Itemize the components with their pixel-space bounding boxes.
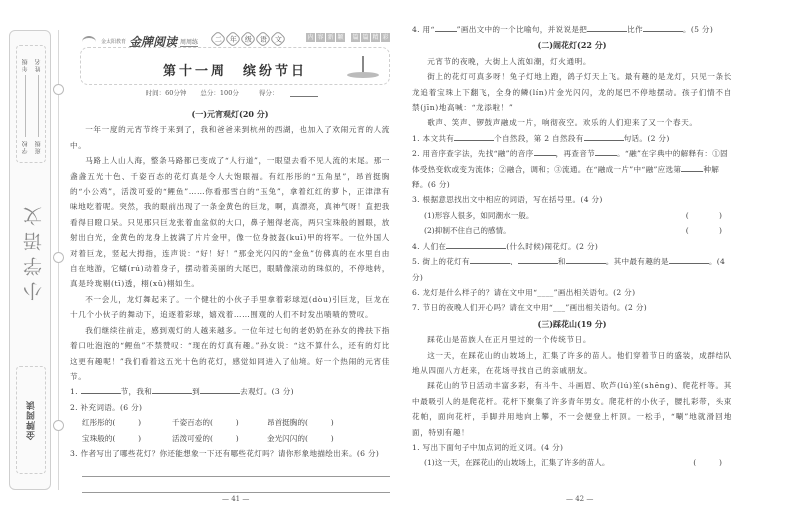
time-label: 时间：60分钟 bbox=[145, 89, 187, 97]
question-1: 1. 节，我和 到 去观灯。(3 分) bbox=[70, 387, 294, 397]
s3-q1-item: (1)这一天，在踩花山的山坡场上，汇集了许多的苗人。 ( ) bbox=[412, 455, 732, 470]
binding-strip bbox=[9, 30, 51, 490]
answer-blank[interactable] bbox=[200, 385, 240, 394]
publisher-logo-icon bbox=[80, 36, 98, 48]
slogan bbox=[306, 33, 390, 42]
right-page bbox=[412, 22, 732, 471]
passage-paragraph: 歌声、笑声、锣鼓声融成一片，响彻夜空。欢乐的人们迎来了又一个春天。 bbox=[427, 118, 698, 128]
passage-paragraph: 街上的花灯可真多呀！兔子灯地上跑，鸽子灯天上飞。最有趣的是龙灯，只见一条长龙追着宝珠上下翻飞，全身的鳞(lín)片金光闪闪，龙的尾巴不停地摆动。孩子们情不自禁(jīn)地高喊：“龙添啦！” bbox=[412, 72, 732, 113]
binding-hole-icon bbox=[53, 252, 64, 263]
info-column-1 bbox=[19, 58, 31, 154]
answer-line[interactable] bbox=[82, 477, 390, 493]
brand-tag: 周周练 bbox=[180, 38, 199, 46]
passage-paragraph: 踩花山是苗族人在正月里过的一个传统节日。 bbox=[427, 335, 592, 345]
word-fill-item[interactable]: 活泼可爱的( ) bbox=[172, 433, 239, 443]
answer-blank[interactable] bbox=[595, 147, 617, 156]
s2-question-2: 2. 用音序查字法，先找“融”的音序 ，再查音节 。“融”在字典中的解释有：①固体受热变软或变为流体；②融合，调和；③流通。在“融成一片”中“融”应选第 种解释。(6 分) bbox=[412, 149, 728, 190]
word-fill-item[interactable]: 千姿百态的( ) bbox=[172, 418, 239, 428]
school-label: 学校 bbox=[21, 140, 29, 154]
answer-blank[interactable] bbox=[643, 23, 683, 32]
s2-question-1: 1. 本文共有 个自然段，第 2 自然段有 句话。(2 分) bbox=[412, 133, 670, 143]
left-page bbox=[70, 106, 390, 493]
publisher-name: 金太阳教育 bbox=[101, 39, 127, 45]
grade-badge: 语 bbox=[255, 31, 272, 48]
s2-question-4: 4. 人们在 (什么时候)闹花灯。(2 分) bbox=[412, 241, 599, 251]
passage-paragraph: 马路上人山人海，整条马路都已变成了“人行道”，一眼望去看不见人流的末尾。那一盏盏五光十色、千姿百态的花灯真是令人大饱眼福。有红彤彤的“五角星”，昂首挺胸的“小公鸡”，活泼可爱的“鲤鱼”……你看那雪白的“玉兔”，拿着红红的萝卜，正津津有味地吃着呢。突然，我的眼前出现了一条金黄色的巨龙，啊，真漂亮，真神气呀！直把我看得目瞪口呆。只见那只巨龙张着血盆似的大口，鼻子翘得老高，两只宝珠般的圆眼，放射出白光，金黄色的龙身上披满了片片金甲，像一位身披盔(kuī)甲的将军。一位外国人对着巨龙，竖起大拇指，连声说：“好！好！”那金光闪闪的“金鱼”仿佛真的在水里自由自在地游，它蠕(rú)动着身子，摆动着美丽的大尾巴，眼睛像滚动的珠似的，不停地转，真是玲珑剔(tī)透，栩(xǔ)栩如生。 bbox=[70, 156, 391, 289]
grade-badge: 二 bbox=[210, 31, 227, 48]
answer-blank[interactable] bbox=[81, 385, 121, 394]
s2-q3-item: (2)抑制不住自己的感情。 ( ) bbox=[412, 223, 732, 238]
passage-paragraph: 元宵节的夜晚，大街上人流如潮，灯火通明。 bbox=[427, 56, 592, 66]
page-number: — 42 — bbox=[566, 495, 594, 503]
title-box bbox=[80, 47, 390, 85]
answer-bracket[interactable]: ( ) bbox=[685, 226, 722, 236]
answer-blank[interactable] bbox=[534, 147, 556, 156]
s2-question-7: 7. 节日的夜晚人们开心吗？请在文中用“___”画出相关语句。(2 分) bbox=[412, 303, 648, 313]
s2-question-3: 3. 根据意思找出文中相应的词语，写在括号里。(4 分) bbox=[412, 195, 603, 205]
class-label: 班级 bbox=[34, 140, 42, 154]
grade-badge: 级 bbox=[240, 31, 257, 48]
grade-label: 年级 bbox=[21, 58, 29, 72]
score-field[interactable] bbox=[290, 96, 318, 97]
passage-paragraph: 踩花山的节日活动丰富多彩，有斗牛、斗画眉、吹芦(lú)笙(shēng)、爬花杆等。其中最吸引人的是爬花杆。花杆下聚集了许多青年男女。爬花杆的小伙子，腰扎彩带，头束花帕，面向花杆，手脚并用地向上攀，不一会便登上杆顶。一松手，“唰”地就滑回地面，特别有趣！ bbox=[412, 381, 732, 437]
grade-subject-badges bbox=[212, 33, 284, 45]
total-score-label: 总分：100分 bbox=[200, 89, 239, 97]
answer-blank[interactable] bbox=[446, 240, 506, 249]
s2-q3-item: (1)形容人很多，如同潮水一般。 ( ) bbox=[412, 208, 732, 223]
binding-brand: 金牌阅读 bbox=[26, 400, 37, 440]
passage-paragraph: 一年一度的元宵节终于来到了，我和爸爸来到杭州的西湖，也加入了欢闹元宵的人流中。 bbox=[70, 125, 390, 150]
grade-badge: 年 bbox=[225, 31, 242, 48]
word-fill-item[interactable]: 金光闪闪的( ) bbox=[267, 433, 334, 443]
word-fill-item[interactable]: 红彤彤的( ) bbox=[82, 418, 142, 428]
answer-blank[interactable] bbox=[152, 385, 192, 394]
brand-name: 金牌阅读 bbox=[129, 35, 178, 49]
underline-sample bbox=[435, 23, 457, 32]
slogan-group-1: 内 容 新 颖 bbox=[307, 34, 344, 41]
passage-paragraph: 我们继续往前走，感到观灯的人越来越多。一位年过七旬的老奶奶在孙女的搀扶下指着口吐泡泡的“鲤鱼”不禁赞叹：“现在的灯真有趣。”孙女说：“这不算什么，还有的灯比这更有趣呢！”我们看着这五光十色的花灯，感觉如同进入了仙境。好一个热闹的元宵佳节。 bbox=[70, 325, 390, 381]
answer-blank[interactable] bbox=[587, 23, 627, 32]
section-title: (二)闹花灯(22 分) bbox=[537, 40, 607, 51]
answer-blank[interactable] bbox=[454, 132, 494, 141]
s2-question-5: 5. 街上的花灯有 、 和 。其中最有趣的是 。(4 分) bbox=[412, 257, 726, 282]
word-fill-item[interactable]: 宝珠般的( ) bbox=[82, 433, 142, 443]
worksheet-header bbox=[80, 33, 390, 85]
answer-blank[interactable] bbox=[584, 132, 624, 141]
word-fill-item[interactable]: 昂首挺胸的( ) bbox=[267, 418, 334, 428]
answer-blank[interactable] bbox=[669, 255, 709, 264]
page-title: 第十一周 缤纷节日 bbox=[162, 64, 307, 79]
question-2: 2. 补充词语。(6 分) bbox=[70, 402, 143, 412]
answer-bracket[interactable]: ( ) bbox=[693, 458, 722, 468]
binding-logo bbox=[16, 366, 46, 474]
grade-badge: 文 bbox=[270, 31, 287, 48]
answer-blank[interactable] bbox=[566, 255, 606, 264]
page-number: — 41 — bbox=[222, 495, 250, 503]
question-3: 3. 作者写出了哪些花灯？你还能想象一下还有哪些花灯吗？请你形象地描绘出来。(6 分) bbox=[70, 448, 380, 458]
passage-paragraph: 不一会儿，龙灯舞起来了。一个健壮的小伙子手里拿着彩球逗(dòu)引巨龙，巨龙在十几个小伙子的舞动下，追逐着彩球，嬉戏着……围观的人们不时发出啧啧的赞叹。 bbox=[70, 294, 390, 320]
answer-blank[interactable] bbox=[470, 255, 510, 264]
s2-question-6: 6. 龙灯是什么样子的？请在文中用“____”画出相关语句。(2 分) bbox=[412, 287, 636, 297]
binding-hole-icon bbox=[53, 84, 64, 95]
section-title: (三)踩花山(19 分) bbox=[537, 318, 607, 329]
name-label: 姓名 bbox=[34, 58, 42, 72]
binding-hole-icon bbox=[53, 420, 64, 431]
score-label: 得分： bbox=[258, 89, 279, 97]
passage-paragraph: 这一天，在踩花山的山坡场上，汇集了许多的苗人。他们穿着节日的盛装，成群结队地从四面八方赶来，在花场寻找自己的亲戚朋友。 bbox=[412, 350, 732, 375]
answer-blank[interactable] bbox=[518, 255, 558, 264]
word-fill-grid bbox=[70, 415, 390, 446]
island-illustration-icon bbox=[345, 54, 381, 80]
question-4: 4. 用“ ”画出文中的一个比喻句，并说说是把 比作 。(5 分) bbox=[412, 25, 714, 34]
s3-question-1: 1. 写出下面句子中加点词的近义词。(4 分) bbox=[412, 442, 564, 452]
answer-blank[interactable] bbox=[681, 163, 703, 172]
info-column-2 bbox=[32, 58, 44, 154]
subject-label: 小学语文 bbox=[23, 201, 45, 301]
answer-bracket[interactable]: ( ) bbox=[685, 210, 722, 220]
section-title: (一)元宵观灯(20 分) bbox=[191, 109, 269, 119]
slogan-group-2: 篇 篇 精 彩 bbox=[352, 34, 389, 41]
answer-line[interactable] bbox=[82, 461, 390, 477]
student-info-box bbox=[16, 45, 46, 163]
exam-meta bbox=[80, 88, 390, 97]
